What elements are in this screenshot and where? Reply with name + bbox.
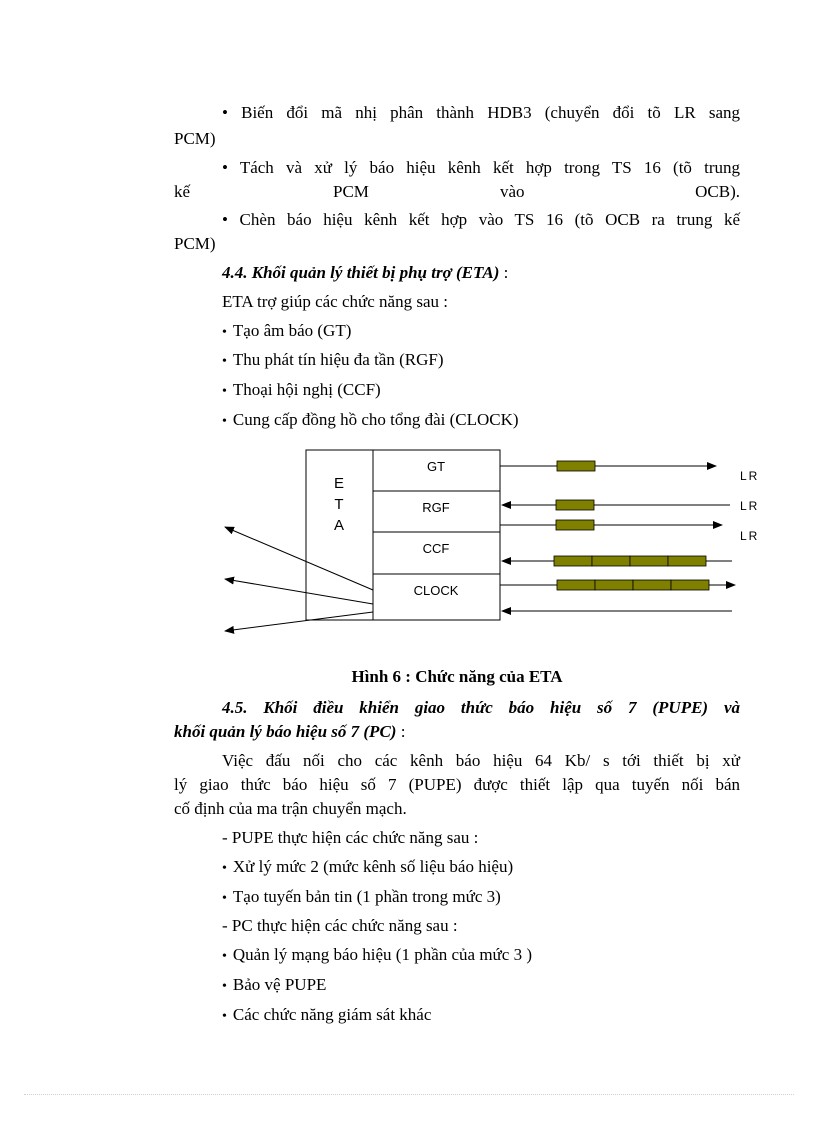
block-ccf: CCF (422, 541, 450, 556)
eta-letter-e: E (333, 475, 345, 492)
ccf-link-segment-2 (592, 556, 630, 566)
bullet-hdb3-line1: • Biến đổi mã nhị phân thành HDB3 (chuyển đổi tõ LR sang (222, 103, 740, 122)
block-rgf: RGF (422, 500, 450, 515)
rgf-link-segment (556, 500, 594, 510)
clock-output-arrow-1 (225, 527, 373, 590)
eta-intro: ETA trợ giúp các chức năng sau : (222, 292, 448, 311)
section-title-4-4: 4.4. Khối quản lý thiết bị phụ trợ (ETA) (222, 263, 500, 282)
block-clock: CLOCK (413, 583, 459, 598)
clock-link-segment-2 (595, 580, 633, 590)
pupe-item-level2: • Xử lý mức 2 (mức kênh số liệu báo hiệu) (222, 856, 740, 880)
eta-item-rgf: • Thu phát tín hiệu đa tần (RGF) (222, 349, 740, 373)
rgf-out-link-segment (556, 520, 594, 530)
bullet-ts16-insert-line2: PCM) (174, 234, 216, 253)
bullet-hdb3-line2: PCM) (174, 129, 216, 148)
word-ke: kế (174, 182, 191, 201)
figure-caption: Hình 6 : Chức năng của ETA (351, 667, 563, 686)
lr-label-1: LR (740, 469, 760, 483)
lr-label-2: LR (740, 499, 760, 513)
eta-item-gt: • Tạo âm báo (GT) (222, 320, 740, 344)
word-ocb: OCB). (695, 182, 740, 201)
word-vao: vào (500, 182, 525, 201)
pc-item-monitor: • Các chức năng giám sát khác (222, 1004, 740, 1028)
clock-link-segment-1 (557, 580, 595, 590)
ccf-link-segment-4 (668, 556, 706, 566)
eta-letter-t: T (334, 496, 344, 513)
word-pcm: PCM (333, 182, 369, 201)
section-title-4-5-suffix: : (396, 722, 406, 741)
bullet-ts16-insert-line1: • Chèn báo hiệu kênh kết hợp vào TS 16 (tõ OCB ra trung kế (222, 210, 740, 229)
section-title-4-4-suffix: : (499, 263, 509, 282)
clock-link-segment-4 (671, 580, 709, 590)
eta-item-ccf: • Thoại hội nghị (CCF) (222, 379, 740, 403)
pupe-intro: - PUPE thực hiện các chức năng sau : (222, 828, 479, 847)
clock-output-arrow-3 (225, 612, 373, 631)
bullet-ts16-extract-line1: • Tách và xử lý báo hiệu kênh kết hợp trong TS 16 (tõ trung (222, 158, 740, 177)
page-footer-rule (24, 1094, 794, 1095)
lr-label-3: LR (740, 529, 760, 543)
body-line-3: cố định của ma trận chuyển mạch. (174, 799, 407, 818)
gt-link-segment (557, 461, 595, 471)
pc-item-protect: • Bảo vệ PUPE (222, 974, 740, 998)
section-heading-4-5-line1 (222, 697, 740, 719)
section-heading-4-5-line2 (174, 721, 740, 743)
pc-item-network: • Quản lý mạng báo hiệu (1 phần của mức 3 ) (222, 944, 740, 968)
section-title-4-5-line2: khối quản lý báo hiệu số 7 (PC) (174, 722, 397, 741)
eta-letter-a: A (333, 517, 345, 534)
block-gt: GT (426, 459, 446, 474)
pc-intro: - PC thực hiện các chức năng sau : (222, 916, 458, 935)
ccf-link-segment-3 (630, 556, 668, 566)
clock-link-segment-3 (633, 580, 671, 590)
section-title-4-5-line1: 4.5. Khối điều khiển giao thức báo hiệu số 7 (PUPE) và (222, 698, 740, 717)
body-line-1: Việc đấu nối cho các kênh báo hiệu 64 Kb/ s tới thiết bị xử (222, 751, 740, 770)
clock-output-arrow-2 (225, 579, 373, 604)
pupe-item-routing: • Tạo tuyến bản tin (1 phần trong mức 3) (222, 886, 740, 910)
eta-item-clock: • Cung cấp đồng hồ cho tổng đài (CLOCK) (222, 409, 740, 433)
ccf-link-segment-1 (554, 556, 592, 566)
body-line-2: lý giao thức báo hiệu số 7 (PUPE) được thiết lập qua tuyến nối bán (174, 775, 740, 794)
